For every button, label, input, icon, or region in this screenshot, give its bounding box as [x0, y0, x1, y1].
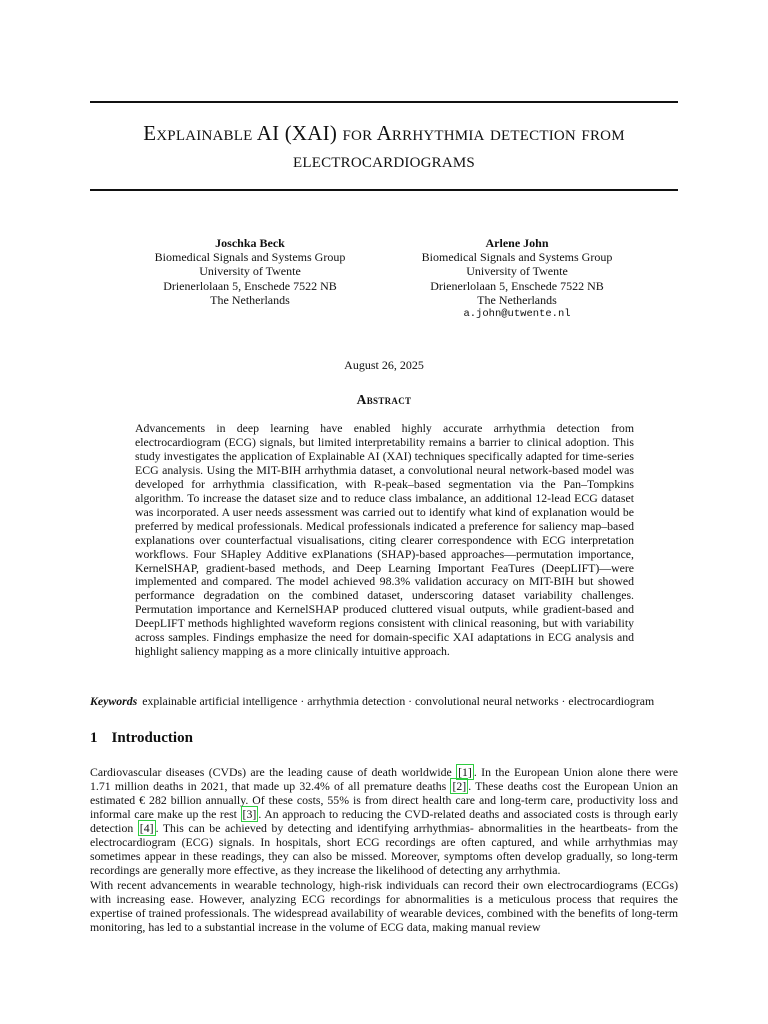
author-university: University of Twente — [466, 264, 568, 279]
author-group: Biomedical Signals and Systems Group — [154, 250, 346, 265]
title-bottom-rule — [90, 189, 678, 191]
section-heading-introduction — [90, 730, 193, 747]
author-university: University of Twente — [199, 264, 301, 279]
keywords-line — [90, 694, 690, 708]
author-address: Drienerlolaan 5, Enschede 7522 NB — [163, 278, 337, 293]
intro-paragraph-1 — [90, 765, 678, 877]
section-number: 1 — [90, 730, 98, 746]
keywords-label: Keywords — [90, 694, 138, 708]
intro-paragraph-2: With recent advancements in wearable technology, high-risk individuals can record their own electrocardiograms (ECGs) with increasing ease. However, analyzing ECG recordings for abnormalities is a meticulous process that requires the expertise of trained professionals. The widespread availability of wearable devices, combined with the benefits of long-term monitoring, has led to a substantial increase in the volume of ECG data, making manual review — [90, 878, 678, 935]
publication-date: August 26, 2025 — [344, 358, 424, 372]
intro-text-a: Cardiovascular diseases (CVDs) are the leading cause of death worldwide — [90, 765, 457, 779]
keywords-list: explainable artificial intelligence · arrhythmia detection · convolutional neural networks · electrocardiogram — [142, 694, 655, 708]
author-group: Biomedical Signals and Systems Group — [421, 250, 613, 265]
author-name: Joschka Beck — [215, 236, 285, 250]
citation-link[interactable]: [4] — [139, 821, 154, 836]
intro-text-e: . This can be achieved by detecting and identifying arrhythmias- abnormalities in the heartbeats- from the electrocardiogram (ECG) signals. In hospitals, short ECG recordings are often captured, and while arrhythmias may sometimes appear in these readings, they can also be missed. Moreover, symptoms often develop gradually, so long-term recordings are generally more effective, as they increase the likelihood of detecting any arrhythmia. — [90, 821, 678, 878]
citation-link[interactable]: [2] — [452, 779, 467, 794]
abstract-heading: Abstract — [356, 392, 412, 407]
title-line-2: electrocardiograms — [293, 148, 475, 172]
author-country: The Netherlands — [210, 292, 290, 307]
intro-text-c: . These deaths cost the European Union an estimated € 282 billion annually. Of these costs, 55% is from direct health care and long-term care, productivity loss and informal care make up the rest — [90, 779, 678, 822]
citation-link[interactable]: [3] — [242, 807, 257, 822]
abstract-text: Advancements in deep learning have enabled highly accurate arrhythmia detection from electrocardiogram (ECG) signals, but limited interpretability remains a barrier to clinical adoption. This study investigates the application of Explainable AI (XAI) techniques specifically adapted for time-series ECG analysis. Using the MIT-BIH arrhythmia dataset, a convolutional neural network-based model was developed for arrhythmia classification, with R-peak–based segmentation via the Pan–Tompkins algorithm. To increase the dataset size and to reduce class imbalance, an additional 12-lead ECG dataset was incorporated. A user needs assessment was carried out to identify what kind of explanation would be preferred by medical professionals. Medical professionals indicated a preference for saliency map–based explanations over counterfactual visualisations, citing clearer correspondence with ECG interpretation workflows. Four SHapley Additive exPlanations (SHAP)-based approaches—permutation importance, KernelSHAP, gradient-based methods, and Deep Learning Important FeaTures (DeepLIFT)—were implemented and compared. The model achieved 98.3% validation accuracy on MIT-BIH but showed performance degradation on the combined dataset, underscoring dataset variability challenges. Permutation importance and KernelSHAP produced cluttered visual outputs, while gradient-based and DeepLIFT methods highlighted waveform regions consistent with clinical reasoning, but with variability across samples. Findings emphasize the need for domain-specific XAI adaptations in ECG analysis and highlight saliency mapping as a more clinically intuitive approach. — [135, 421, 634, 659]
section-title: Introduction — [111, 730, 193, 746]
author-name: Arlene John — [485, 236, 549, 250]
author-block-2 — [387, 236, 647, 321]
author-email-link[interactable]: a.john@utwente.nl — [463, 308, 571, 321]
title-top-rule — [90, 101, 678, 103]
intro-text-d: . An approach to reducing the CVD-related deaths and associated costs is through early detection — [90, 807, 678, 836]
author-address: Drienerlolaan 5, Enschede 7522 NB — [430, 278, 604, 293]
citation-link[interactable]: [1] — [458, 765, 472, 779]
intro-text-b: . In the European Union alone there were 1.71 million deaths in 2021, that made up 32.4% of all premature deaths — [90, 765, 678, 794]
paper-title — [90, 120, 678, 174]
author-country: The Netherlands — [477, 292, 557, 307]
author-block-1 — [120, 236, 380, 307]
title-line-1: Explainable AI (XAI) for Arrhythmia detection from — [143, 121, 625, 145]
